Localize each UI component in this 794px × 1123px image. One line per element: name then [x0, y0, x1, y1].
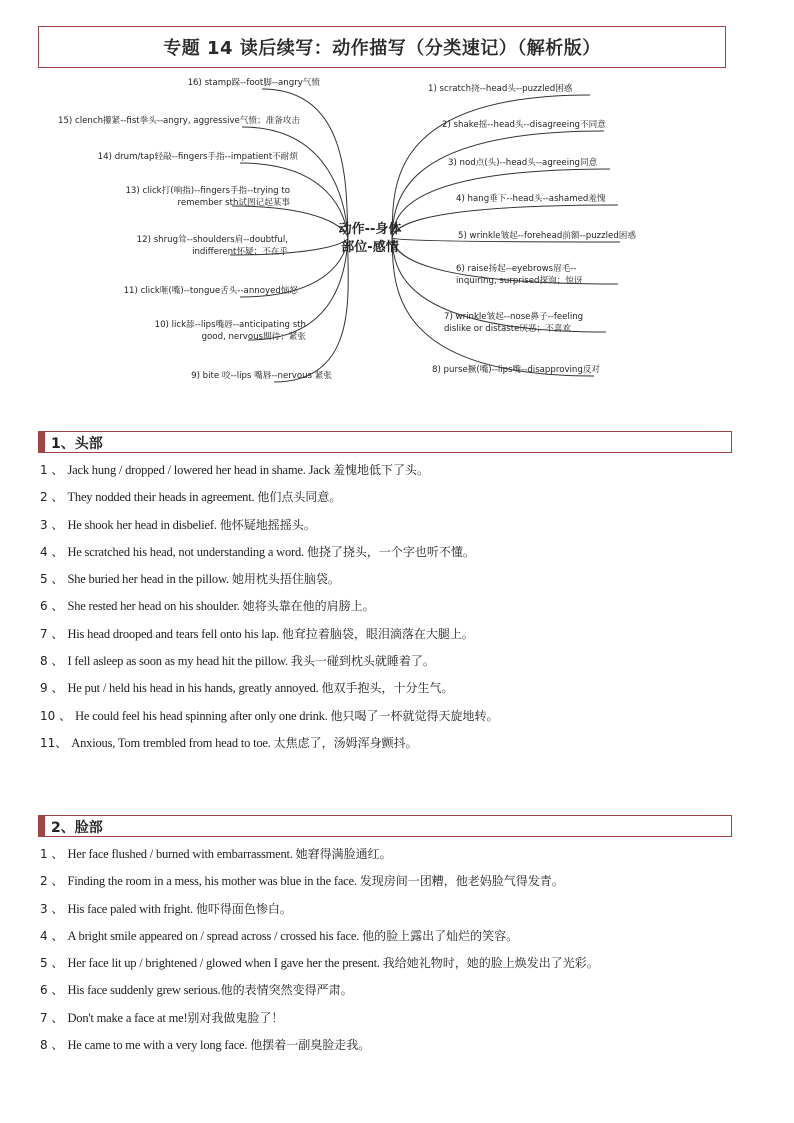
sentence-chinese: 他耷拉着脑袋，眼泪滴落在大腿上。 [281, 626, 474, 641]
sentence-item [40, 733, 499, 760]
sentence-english: Jack hung / dropped / lowered her head in shame. Jack [67, 463, 333, 477]
mind-map-label-line: 1) scratch挠--head头--puzzled困惑 [428, 84, 573, 94]
sentence-item [40, 515, 499, 542]
mind-map-label-left-8 [191, 369, 332, 381]
sentence-english: His face paled with fright. [67, 901, 196, 916]
sentence-number: 10 、 [40, 708, 72, 723]
sentence-item [40, 953, 599, 980]
sentence-chinese: 我给她礼物时，她的脸上焕发出了光彩。 [382, 956, 599, 971]
sentence-number: 6 、 [40, 599, 64, 614]
sentence-list-face [40, 844, 599, 1062]
section-heading-face [38, 815, 732, 837]
mind-map-label-line: 2) shake摇--head头--disagreeing不同意 [442, 120, 606, 130]
mind-map-label-right-2 [442, 118, 606, 130]
mind-map-label-line: 7) wrinkle皱起--nose鼻子--feeling [444, 312, 584, 322]
mind-map-label-line: 16) stamp跺--foot脚--angry气愤 [187, 78, 320, 88]
sentence-number: 7 、 [40, 626, 64, 641]
mind-map-label-line: 10) lick舔--lips嘴唇--anticipating sth [154, 320, 306, 330]
section-accent-bar [39, 816, 45, 836]
sentence-chinese: 他只喝了一杯就觉得天旋地转。 [330, 708, 499, 723]
sentence-number: 5 、 [40, 956, 64, 971]
sentence-item [40, 926, 599, 953]
mind-map-branch-left-1 [262, 89, 348, 238]
sentence-item [40, 651, 499, 678]
mind-map-branch-left-8 [274, 238, 348, 382]
section-heading-head [38, 431, 732, 453]
sentence-chinese: 她窘得满脸通红。 [295, 847, 392, 861]
sentence-chinese: 我头一碰到枕头就睡着了。 [290, 654, 435, 669]
mind-map-label-left-2 [58, 114, 300, 126]
sentence-chinese: 太焦虑了，汤姆浑身颤抖。 [273, 735, 418, 750]
sentence-english: She rested her head on his shoulder. [67, 599, 243, 614]
sentence-number: 11、 [40, 735, 68, 750]
sentence-item [40, 542, 499, 569]
sentence-english: She buried her head in the pillow. [67, 572, 232, 587]
sentence-item [40, 1008, 599, 1035]
sentence-english: His head drooped and tears fell onto his lap. [67, 626, 282, 641]
sentence-english: Don't make a face at me! [67, 1010, 188, 1025]
mind-map-center-line-1: 动作--身体 [338, 222, 402, 237]
sentence-number: 6 、 [40, 983, 64, 998]
sentence-number: 7 、 [40, 1010, 64, 1025]
sentence-english: A bright smile appeared on / spread across / crossed his face. [67, 928, 363, 943]
sentence-english: Her face flushed / burned with embarrassment. [67, 847, 296, 861]
sentence-chinese: 他们点头同意。 [257, 490, 342, 505]
sentence-item [40, 596, 499, 623]
sentence-item [40, 1035, 599, 1062]
sentence-english: He came to me with a very long face. [67, 1038, 251, 1053]
mind-map-label-right-3 [448, 156, 598, 168]
mind-map-label-left-1 [188, 76, 321, 88]
mind-map [0, 70, 794, 400]
mind-map-label-line: dislike or distaste厌恶；不喜欢 [444, 324, 571, 334]
mind-map-label-left-7 [155, 318, 307, 342]
mind-map-label-right-1 [428, 82, 573, 94]
sentence-number: 1 、 [40, 463, 64, 477]
sentence-chinese: 他怀疑地摇摇头。 [219, 517, 316, 532]
sentence-item [40, 460, 499, 487]
sentence-english: Anxious, Tom trembled from head to toe. [71, 735, 274, 750]
sentence-number: 9 、 [40, 681, 64, 696]
sentence-chinese: 他双手抱头，十分生气。 [321, 681, 454, 696]
mind-map-branch-left-4 [232, 206, 348, 238]
sentence-number: 2 、 [40, 490, 64, 505]
sentence-number: 3 、 [40, 901, 64, 916]
page-title: 专题 14 读后续写：动作描写（分类速记）（解析版） [163, 38, 601, 59]
sentence-chinese: 他挠了挠头，一个字也听不懂。 [306, 544, 475, 559]
sentence-chinese: 他的脸上露出了灿烂的笑容。 [362, 928, 519, 943]
section-accent-bar [39, 432, 45, 452]
sentence-item [40, 899, 599, 926]
sentence-number: 5 、 [40, 572, 64, 587]
sentence-item [40, 844, 599, 871]
sentence-english: He shook her head in disbelief. [67, 517, 220, 532]
sentence-english: He could feel his head spinning after only one drink. [75, 708, 331, 723]
mind-map-label-line: 13) click打(响指)--fingers手指--trying to [125, 186, 290, 196]
sentence-item [40, 706, 499, 733]
mind-map-label-line: 8) purse撅(嘴)--lips嘴--disapproving反对 [432, 365, 601, 375]
mind-map-label-left-4 [125, 184, 290, 208]
sentence-number: 1 、 [40, 847, 64, 861]
mind-map-label-line: 9) bite 咬--lips 嘴唇--nervous 紧张 [191, 371, 332, 381]
mind-map-branch-left-2 [242, 127, 348, 238]
sentence-item [40, 871, 599, 898]
sentence-chinese: 别对我做鬼脸了！ [187, 1010, 284, 1025]
mind-map-label-line: 3) nod点(头)--head头--agreeing同意 [448, 158, 598, 168]
mind-map-label-line: inquiring, surprised探询；惊讶 [456, 276, 583, 286]
sentence-chinese: 她用枕头捂住脑袋。 [231, 572, 340, 587]
sentence-number: 4 、 [40, 928, 64, 943]
mind-map-label-right-5 [458, 229, 636, 241]
sentence-chinese: 他摆着一副臭脸走我。 [250, 1038, 371, 1053]
mind-map-branch-right-2 [392, 131, 604, 238]
sentence-chinese: 羞愧地低下了头。 [332, 463, 429, 477]
mind-map-label-line: good, nervous期待；紧张 [201, 332, 306, 342]
sentence-english: Her face lit up / brightened / glowed when I gave her the present. [67, 956, 383, 971]
mind-map-label-left-6 [124, 284, 299, 296]
sentence-item [40, 487, 499, 514]
mind-map-label-right-8 [432, 363, 600, 375]
sentence-english: They nodded their heads in agreement. [67, 490, 258, 505]
mind-map-label-line: 11) click咂(嘴)--tongue舌头--annoyed恼怒 [123, 286, 298, 296]
sentence-chinese: 他的表情突然变得严肃。 [220, 983, 353, 998]
sentence-chinese: 她将头靠在他的肩膀上。 [242, 599, 375, 614]
mind-map-label-line: 12) shrug耸--shoulders肩--doubtful, [136, 235, 288, 245]
mind-map-label-left-3 [98, 150, 299, 162]
mind-map-label-line: 4) hang垂下--head头--ashamed羞愧 [456, 194, 606, 204]
mind-map-label-line: 15) clench攥紧--fist拳头--angry, aggressive气愤；准备攻击 [57, 116, 300, 126]
sentence-english: He scratched his head, not understanding a word. [67, 544, 307, 559]
sentence-chinese: 他吓得面色惨白。 [195, 901, 292, 916]
sentence-chinese: 发现房间一团糟，他老妈脸气得发青。 [359, 874, 564, 889]
sentence-english: I fell asleep as soon as my head hit the pillow. [67, 654, 291, 669]
sentence-number: 4 、 [40, 544, 64, 559]
mind-map-label-line: remember sth试图记起某事 [177, 198, 290, 208]
mind-map-label-line: indifferent怀疑；不在乎 [192, 247, 288, 257]
section-title: 1、头部 [51, 436, 103, 452]
sentence-english: Finding the room in a mess, his mother was blue in the face. [67, 874, 360, 889]
mind-map-label-right-4 [456, 192, 606, 204]
sentence-english: His face suddenly grew serious. [67, 983, 221, 998]
title-box [38, 26, 726, 68]
mind-map-center-line-2: 部位-感情 [341, 240, 399, 255]
mind-map-label-left-5 [137, 233, 289, 257]
sentence-number: 8 、 [40, 654, 64, 669]
sentence-item [40, 980, 599, 1007]
sentence-number: 3 、 [40, 517, 64, 532]
mind-map-label-right-6 [456, 262, 583, 286]
section-title: 2、脸部 [51, 820, 103, 836]
mind-map-label-right-7 [444, 310, 583, 334]
sentence-item [40, 624, 499, 651]
sentence-number: 2 、 [40, 874, 64, 889]
sentence-number: 8 、 [40, 1038, 64, 1053]
mind-map-label-line: 14) drum/tap轻敲--fingers手指--impatient不耐烦 [97, 152, 298, 162]
mind-map-label-line: 6) raise扬起--eyebrows眉毛-- [456, 264, 577, 274]
mind-map-label-line: 5) wrinkle皱起--forehead前额--puzzled困惑 [458, 231, 636, 241]
sentence-list-head [40, 460, 499, 760]
mind-map-branch-right-8 [392, 238, 594, 376]
sentence-item [40, 569, 499, 596]
sentence-english: He put / held his head in his hands, greatly annoyed. [67, 681, 322, 696]
sentence-item [40, 678, 499, 705]
